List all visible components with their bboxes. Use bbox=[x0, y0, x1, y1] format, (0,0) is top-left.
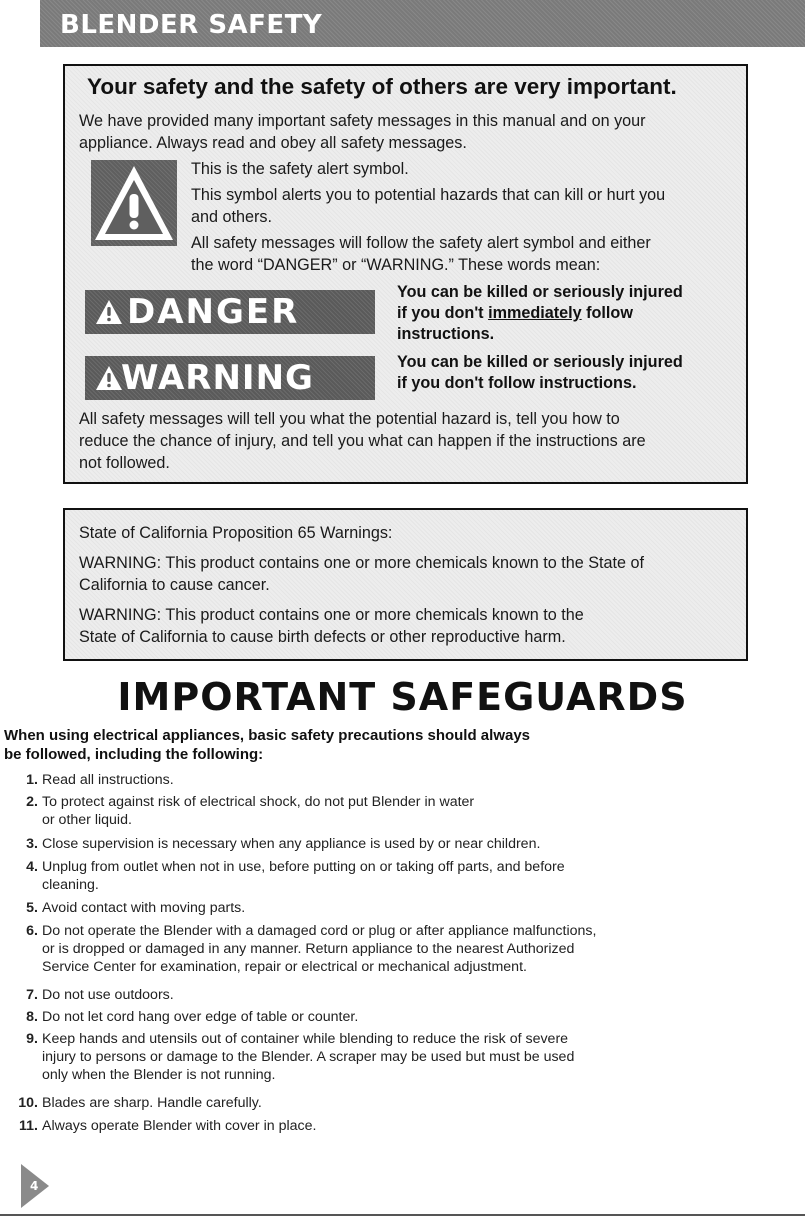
page-number-marker bbox=[20, 1162, 50, 1215]
prop65-title: State of California Proposition 65 Warnings: bbox=[79, 524, 393, 542]
symbol-text-line: This symbol alerts you to potential hazards that can kill or hurt you bbox=[191, 186, 666, 204]
safety-alert-symbol-icon bbox=[91, 160, 177, 246]
warning-meaning bbox=[397, 352, 727, 394]
prop65-warning-line: WARNING: This product contains one or more chemicals known to the State of bbox=[79, 554, 645, 572]
item-number: 4. bbox=[26, 859, 38, 875]
item-number: 10. bbox=[18, 1095, 38, 1111]
prop65-warning-line: California to cause cancer. bbox=[79, 576, 270, 594]
item-text-line: Blades are sharp. Handle carefully. bbox=[42, 1095, 262, 1111]
item-text-line: Unplug from outlet when not in use, before putting on or taking off parts, and before bbox=[42, 859, 565, 875]
safety-heading: Your safety and the safety of others are very important. bbox=[87, 74, 677, 99]
item-number: 11. bbox=[19, 1118, 38, 1134]
item-text-line: Read all instructions. bbox=[42, 772, 174, 788]
prop65-warnings-box bbox=[63, 508, 748, 661]
safety-footer-line: All safety messages will tell you what the potential hazard is, tell you how to bbox=[79, 410, 620, 428]
prop65-warning-line: State of California to cause birth defects or other reproductive harm. bbox=[79, 628, 566, 646]
item-text-line: Close supervision is necessary when any appliance is used by or near children. bbox=[42, 836, 541, 852]
item-text-line: Service Center for examination, repair or electrical or mechanical adjustment. bbox=[42, 959, 527, 975]
warning-signal-panel bbox=[85, 356, 375, 400]
item-text-line: To protect against risk of electrical shock, do not put Blender in water bbox=[42, 794, 475, 810]
item-text-line: or is dropped or damaged in any manner. Return appliance to the nearest Authorized bbox=[42, 941, 575, 957]
bottom-rule bbox=[0, 1214, 805, 1216]
danger-meaning bbox=[397, 282, 727, 345]
item-text-line: injury to persons or damage to the Blender. A scraper may be used but must be used bbox=[42, 1049, 575, 1065]
item-number: 7. bbox=[26, 987, 38, 1003]
item-text-line: Do not operate the Blender with a damaged cord or plug or after appliance malfunctions, bbox=[42, 923, 597, 939]
warning-signal-word: WARNING bbox=[121, 358, 314, 398]
symbol-text-line: This is the safety alert symbol. bbox=[191, 160, 409, 178]
safeguards-intro-line: When using electrical appliances, basic safety precautions should always bbox=[4, 727, 531, 744]
symbol-text-line: and others. bbox=[191, 208, 272, 226]
item-text-line: cleaning. bbox=[42, 877, 99, 893]
item-number: 3. bbox=[26, 836, 38, 852]
item-text-line: Keep hands and utensils out of container while blending to reduce the risk of severe bbox=[42, 1031, 569, 1047]
danger-signal-word: DANGER bbox=[127, 292, 300, 332]
danger-meaning-line: instructions. bbox=[397, 325, 495, 343]
safeguards-intro-line: be followed, including the following: bbox=[4, 746, 264, 763]
item-text-line: Do not use outdoors. bbox=[42, 987, 174, 1003]
safety-intro-line: appliance. Always read and obey all safety messages. bbox=[79, 134, 467, 152]
item-number: 8. bbox=[26, 1009, 38, 1025]
symbol-text-line: the word “DANGER” or “WARNING.” These words mean: bbox=[191, 256, 601, 274]
item-number: 2. bbox=[26, 794, 38, 810]
danger-meaning-line: You can be killed or seriously injured bbox=[397, 283, 683, 301]
item-number: 9. bbox=[26, 1031, 38, 1047]
danger-meaning-line bbox=[397, 303, 727, 324]
item-text-line: or other liquid. bbox=[42, 812, 132, 828]
safety-messages-box bbox=[63, 64, 748, 484]
page-number: 4 bbox=[30, 1179, 39, 1193]
symbol-text-line: All safety messages will follow the safety alert symbol and either bbox=[191, 234, 651, 252]
item-text-line: Avoid contact with moving parts. bbox=[42, 900, 246, 916]
safety-intro-line: We have provided many important safety messages in this manual and on your bbox=[79, 112, 646, 130]
warning-meaning-line: if you don't follow instructions. bbox=[397, 374, 637, 392]
section-title: BLENDER SAFETY bbox=[60, 10, 323, 40]
safety-footer-line: not followed. bbox=[79, 454, 170, 472]
item-number: 6. bbox=[26, 923, 38, 939]
prop65-warning-line: WARNING: This product contains one or more chemicals known to the bbox=[79, 606, 584, 624]
alert-triangle-icon bbox=[95, 365, 123, 396]
item-text-line: only when the Blender is not running. bbox=[42, 1067, 276, 1083]
item-text-line: Do not let cord hang over edge of table or counter. bbox=[42, 1009, 359, 1025]
warning-meaning-line: You can be killed or seriously injured bbox=[397, 353, 683, 371]
safeguards-title: IMPORTANT SAFEGUARDS bbox=[117, 675, 688, 719]
danger-meaning-text: follow bbox=[581, 304, 633, 322]
item-number: 1. bbox=[26, 772, 38, 788]
item-text-line: Always operate Blender with cover in place. bbox=[42, 1118, 317, 1134]
danger-meaning-text: if you don't bbox=[397, 304, 489, 322]
danger-signal-panel bbox=[85, 290, 375, 334]
alert-triangle-icon bbox=[95, 299, 123, 330]
item-number: 5. bbox=[26, 900, 38, 916]
safeguards-intro bbox=[4, 726, 744, 764]
danger-meaning-emphasis: immediately bbox=[488, 304, 582, 322]
safety-footer-line: reduce the chance of injury, and tell you what can happen if the instructions are bbox=[79, 432, 646, 450]
